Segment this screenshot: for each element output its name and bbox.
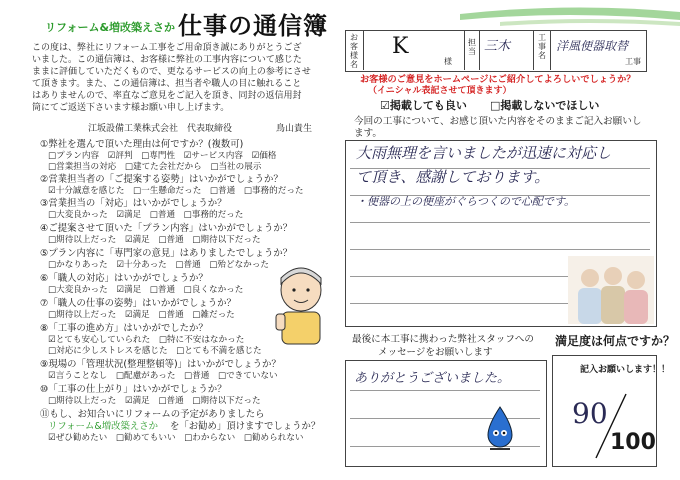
customer-name-value: K bbox=[392, 34, 409, 59]
intro-line: ままに評価していただくもので、更なるサービスの向上の参考にさせ bbox=[32, 67, 311, 77]
staff-photo bbox=[568, 256, 654, 324]
question-1-title: ①弊社を選んで頂いた理由は何ですか？(複数可) bbox=[40, 139, 244, 150]
company-subtitle: リフォーム&増改築えさか bbox=[45, 21, 176, 34]
company-subtitle-inline: リフォーム&増改築えさか bbox=[48, 421, 158, 432]
question-2-title: ②営業担当者の「ご提案する姿勢」はいかがでしょうか？ bbox=[40, 174, 283, 185]
intro-line: はありませんので、率直なご意見をご記入を頂き、同封の返信用封 bbox=[32, 91, 302, 101]
question-4-title: ④ご提案させて頂いた「プラン内容」はいかがでしょうか？ bbox=[40, 223, 293, 234]
worker-illustration bbox=[270, 262, 332, 346]
question-9-title: ⑨現場の「管理状況(整理整頓等)」はいかがでしょうか？ bbox=[40, 359, 281, 370]
impression-line-3: ・便器の上の便座がぐらつくので心配です。 bbox=[356, 195, 576, 208]
work-value: 洋風便器取替 bbox=[556, 39, 629, 53]
impression-line-2: て頂き、感謝しております。 bbox=[356, 168, 550, 186]
impression-line-1: 大雨無理を言いましたが迅速に対応し bbox=[356, 144, 612, 162]
staff-label: 担当 bbox=[468, 38, 476, 56]
satisfaction-max: 100 bbox=[610, 430, 656, 455]
question-6-options: □大変良かった ☑満足 □普通 □良くなかった bbox=[48, 285, 244, 295]
intro-line: 筒にてご返送下さいます様お願い申し上げます。 bbox=[32, 103, 230, 113]
staff-message-prompt: 最後に本工事に携わった弊社スタッフへの bbox=[352, 334, 534, 345]
question-10-options: □期待以上だった ☑満足 □普通 □期待以下だった bbox=[48, 396, 261, 406]
question-7-options: □期待以上だった ☑満足 □普通 □雑だった bbox=[48, 310, 235, 320]
satisfaction-score: 90 bbox=[572, 397, 608, 430]
staff-message-text: ありがとうございました。 bbox=[354, 371, 511, 386]
question-3-options: □大変良かった ☑満足 □普通 □事務的だった bbox=[48, 210, 244, 220]
consent-option-no[interactable]: □掲載しないでほしい bbox=[490, 99, 600, 112]
company-name: 江坂設備工業株式会社 代表取締役 bbox=[88, 124, 233, 134]
question-4-options: □期待以上だった ☑満足 □普通 □期待以下だった bbox=[48, 235, 261, 245]
impression-prompt: 今回の工事について、お感じ頂いた内容をそのままご記入お願いします。 bbox=[354, 116, 642, 139]
ceo-name: 鳥山貴生 bbox=[276, 124, 313, 134]
intro-text bbox=[32, 44, 332, 120]
consent-option-yes[interactable]: ☑掲載しても良い bbox=[380, 99, 467, 112]
question-11-title: を「お勧め」頂けますでしょうか？ bbox=[170, 421, 321, 432]
question-5-options: □かなりあった ☑十分あった □普通 □殆どなかった bbox=[48, 260, 269, 270]
staff-value: 三木 bbox=[484, 39, 511, 54]
question-1-options: □プラン内容 ☑評判 □専門性 ☑サービス内容 ☑価格 bbox=[48, 151, 277, 161]
intro-line: この度は、弊社にリフォーム工事をご用命頂き誠にありがとうござ bbox=[32, 43, 302, 53]
question-3-title: ③営業担当の「対応」はいかがでしょうか？ bbox=[40, 198, 227, 209]
question-8-title: ⑧「工事の進め方」はいかがでしたか？ bbox=[40, 323, 208, 334]
question-11-title: ⑪もし、お知合いにリフォームの予定がありましたら bbox=[40, 409, 265, 420]
work-label: 工事名 bbox=[538, 33, 546, 60]
page-title: 仕事の通信簿 bbox=[178, 12, 328, 40]
question-8-options: ☑とても安心していられた □特に不安はなかった bbox=[48, 335, 245, 345]
staff-message-prompt: メッセージをお願いします bbox=[378, 347, 493, 358]
question-7-title: ⑦「職人の仕事の姿勢」はいかがでしょうか？ bbox=[40, 298, 236, 309]
question-9-options: ☑言うことなし □配慮があった □普通 □できていない bbox=[48, 371, 278, 381]
customer-name-label: お客様名 bbox=[350, 33, 358, 69]
question-11-options: ☑ぜひ勧めたい □勧めてもいい □わからない □勧められない bbox=[48, 433, 304, 443]
work-suffix: 工事 bbox=[625, 57, 641, 66]
satisfaction-note: 記入お願いします！！ bbox=[580, 365, 671, 375]
question-2-options: ☑十分誠意を感じた □一生懸命だった □普通 □事務的だった bbox=[48, 186, 304, 196]
honorific: 様 bbox=[444, 57, 452, 66]
intro-line: て頂きます。また、この通信簿は、担当者や職人の目に触れること bbox=[32, 79, 302, 89]
question-5-title: ⑤プラン内容に「専門家の意見」はありましたでしょうか？ bbox=[40, 248, 293, 259]
question-8-options: □対応に少しストレスを感じた □とても不満を感じた bbox=[48, 346, 262, 356]
question-10-title: ⑩「工事の仕上がり」はいかがでしょうか？ bbox=[40, 384, 227, 395]
satisfaction-label: 満足度は何点ですか？ bbox=[555, 334, 676, 348]
mascot-icon bbox=[482, 405, 518, 453]
question-6-title: ⑥「職人の対応」はいかがでしょうか？ bbox=[40, 273, 208, 284]
consent-question: お客様のご意見をホームページにご紹介してよろしいでしょうか？ bbox=[360, 74, 636, 85]
consent-note: （イニシャル表記させて頂きます） bbox=[368, 86, 512, 96]
intro-line: いました。この通信簿は、お客様に弊社の工事内容について感じた bbox=[32, 55, 302, 65]
question-1-options: □営業担当の対応 □建てた会社だから □当社の展示 bbox=[48, 162, 262, 172]
